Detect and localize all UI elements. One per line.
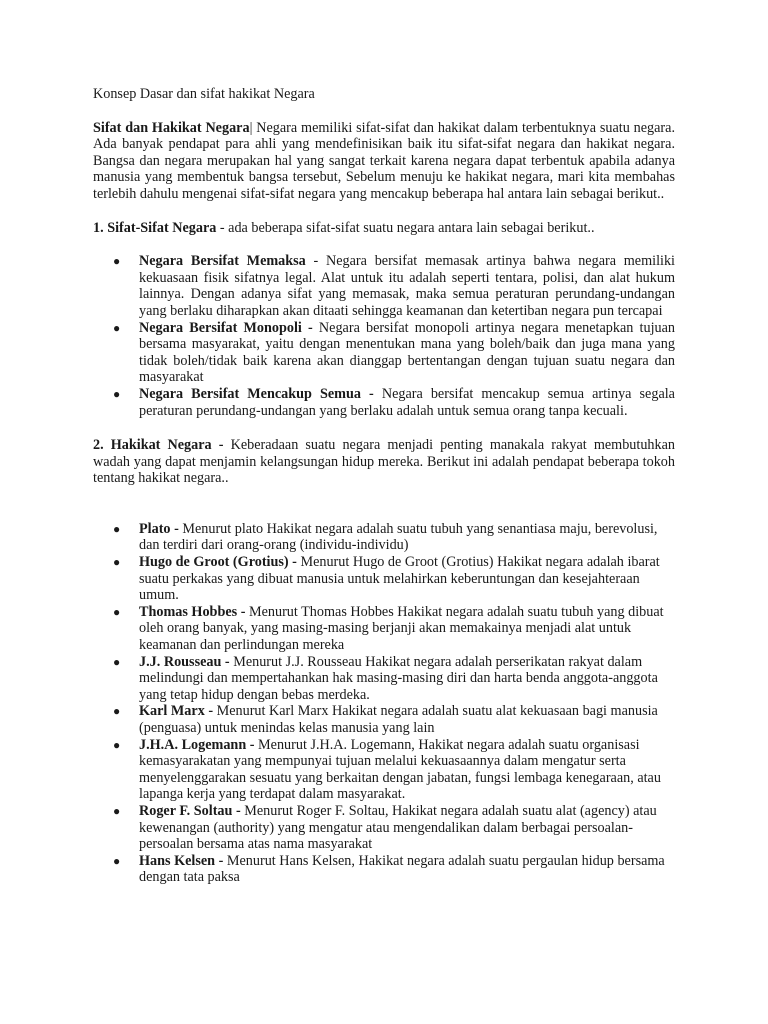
section1-text: - ada beberapa sifat-sifat suatu negara antara lain sebagai berikut.. [216, 219, 595, 236]
section2-heading: 2. Hakikat Negara - [93, 437, 224, 454]
intro-heading: Sifat dan Hakikat Negara [93, 119, 250, 136]
sifat-list [93, 253, 675, 419]
item-text: Menurut Roger F. Soltau, Hakikat negara adalah suatu alat (agency) atau kewenangan (authority) yang mengatur atau mengendalikan dalam berbagai persoalan-persoalan bersama atas nama masyarakat [139, 802, 657, 853]
list-item [93, 654, 675, 704]
item-term: Negara Bersifat Mencakup Semua - [139, 385, 374, 402]
item-text: - Negara bersifat memasak artinya bahwa negara memiliki kekuasaan fisik sifatnya legal. Alat untuk itu adalah seperti tentara, polisi, dan alat hukum lainnya. Dengan adanya sifat yang memasak, maka semua peraturan perundang-undangan yang berlaku diharapkan akan ditaati sehingga keamanan dan ketertiban negara pun tercapai [139, 253, 675, 319]
document-title: Konsep Dasar dan sifat hakikat Negara [93, 86, 315, 102]
item-text: Menurut Hans Kelsen, Hakikat negara adalah suatu pergaulan hidup bersama dengan tata paksa [139, 852, 665, 886]
section1-paragraph [93, 220, 675, 237]
list-item [93, 386, 675, 419]
bullet-icon: ● [113, 704, 121, 719]
item-term: Negara Bersifat Memaksa [139, 253, 306, 270]
list-item [93, 737, 675, 803]
item-term: Negara Bersifat Monopoli - [139, 319, 313, 336]
document-body [93, 86, 675, 886]
list-item [93, 253, 675, 319]
bullet-icon: ● [113, 803, 121, 818]
intro-separator: | [249, 119, 253, 136]
bullet-icon: ● [113, 521, 121, 536]
item-term: J.H.A. Logemann - [139, 736, 255, 753]
item-text: Menurut J.H.A. Logemann, Hakikat negara adalah suatu organisasi kemasyarakatan yang mempunyai tujuan melalui kekuasaannya dalam mengatur serta menyelenggarakan sesuatu yang berkaitan dengan jabatan, fungsi lembaga kenegaraan, atau lapanga kerja yang terdapat dalam masyarakat. [139, 736, 661, 803]
item-text: Menurut plato Hakikat negara adalah suatu tubuh yang senantiasa maju, berevolusi, dan terdiri dari orang-orang (individu-individu) [139, 520, 658, 554]
section1-heading: 1. Sifat-Sifat Negara [93, 219, 217, 236]
item-term: Thomas Hobbes - [139, 603, 246, 620]
item-term: Roger F. Soltau - [139, 802, 241, 819]
item-term: Hugo de Groot (Grotius) - [139, 554, 297, 571]
item-text: Negara bersifat mencakup semua artinya segala peraturan perundang-undangan yang berlaku adalah untuk semua orang tanpa kecuali. [139, 385, 675, 419]
section2-paragraph [93, 437, 675, 487]
item-term: Karl Marx - [139, 703, 214, 720]
list-item [93, 320, 675, 386]
list-item [93, 521, 675, 554]
list-item [93, 703, 675, 736]
bullet-icon: ● [113, 737, 121, 752]
bullet-icon: ● [113, 555, 121, 570]
item-text: Menurut Thomas Hobbes Hakikat negara adalah suatu tubuh yang dibuat oleh orang banyak, yang masing-masing berjanji akan memakainya menjadi alat untuk keamanan dan perlindungan mereka [139, 603, 664, 654]
intro-paragraph [93, 120, 675, 203]
item-term: J.J. Rousseau - [139, 653, 230, 670]
list-item [93, 853, 675, 886]
list-item [93, 554, 675, 604]
hakikat-list [93, 521, 675, 886]
item-term: Hans Kelsen - [139, 852, 224, 869]
bullet-icon: ● [113, 853, 121, 868]
bullet-icon: ● [113, 254, 121, 269]
section2-text: Keberadaan suatu negara menjadi penting manakala rakyat membutuhkan wadah yang dapat menjamin kelangsungan hidup mereka. Berikut ini adalah pendapat beberapa tokoh tentang hakikat negara.. [93, 437, 675, 487]
item-term: Plato - [139, 520, 179, 537]
bullet-icon: ● [113, 320, 121, 335]
list-item [93, 803, 675, 853]
list-item [93, 604, 675, 654]
item-text: Menurut Hugo de Groot (Grotius) Hakikat negara adalah ibarat suatu perkakas yang dibuat manusia untuk melahirkan keberuntungan dan kesejahteraan umum. [139, 554, 660, 604]
bullet-icon: ● [113, 386, 121, 401]
bullet-icon: ● [113, 654, 121, 669]
item-text: Menurut Karl Marx Hakikat negara adalah suatu alat kekuasaan bagi manusia (penguasa) untuk menindas kelas manusia yang lain [139, 703, 658, 736]
item-text: Menurut J.J. Rousseau Hakikat negara adalah perserikatan rakyat dalam melindungi dan mempertahankan hak masing-masing diri dan harta benda anggota-anggota yang tetap hidup dengan bebas merdeka. [139, 653, 658, 703]
item-text: Negara bersifat monopoli artinya negara menetapkan tujuan bersama masyarakat, yaitu dengan menentukan mana yang boleh/baik dan juga mana yang tidak boleh/tidak baik karena akan dianggap bertentangan dengan tujuan suatu negara dan masyarakat [139, 319, 675, 386]
intro-text: Negara memiliki sifat-sifat dan hakikat dalam terbentuknya suatu negara. Ada banyak pendapat para ahli yang mendefinisikan baik itu sifat-sifat negara dan hakikat negara. Bangsa dan negara merupakan hal yang sangat terkait karena negara dapat terbentuk apabila adanya manusia yang membentuk bangsa tersebut, Sebelum menuju ke hakikat negara, mari kita membahas terlebih dahulu mengenai sifat-sifat negara yang mencakup beberapa hal antara lain sebagai berikut.. [93, 119, 675, 202]
bullet-icon: ● [113, 604, 121, 619]
